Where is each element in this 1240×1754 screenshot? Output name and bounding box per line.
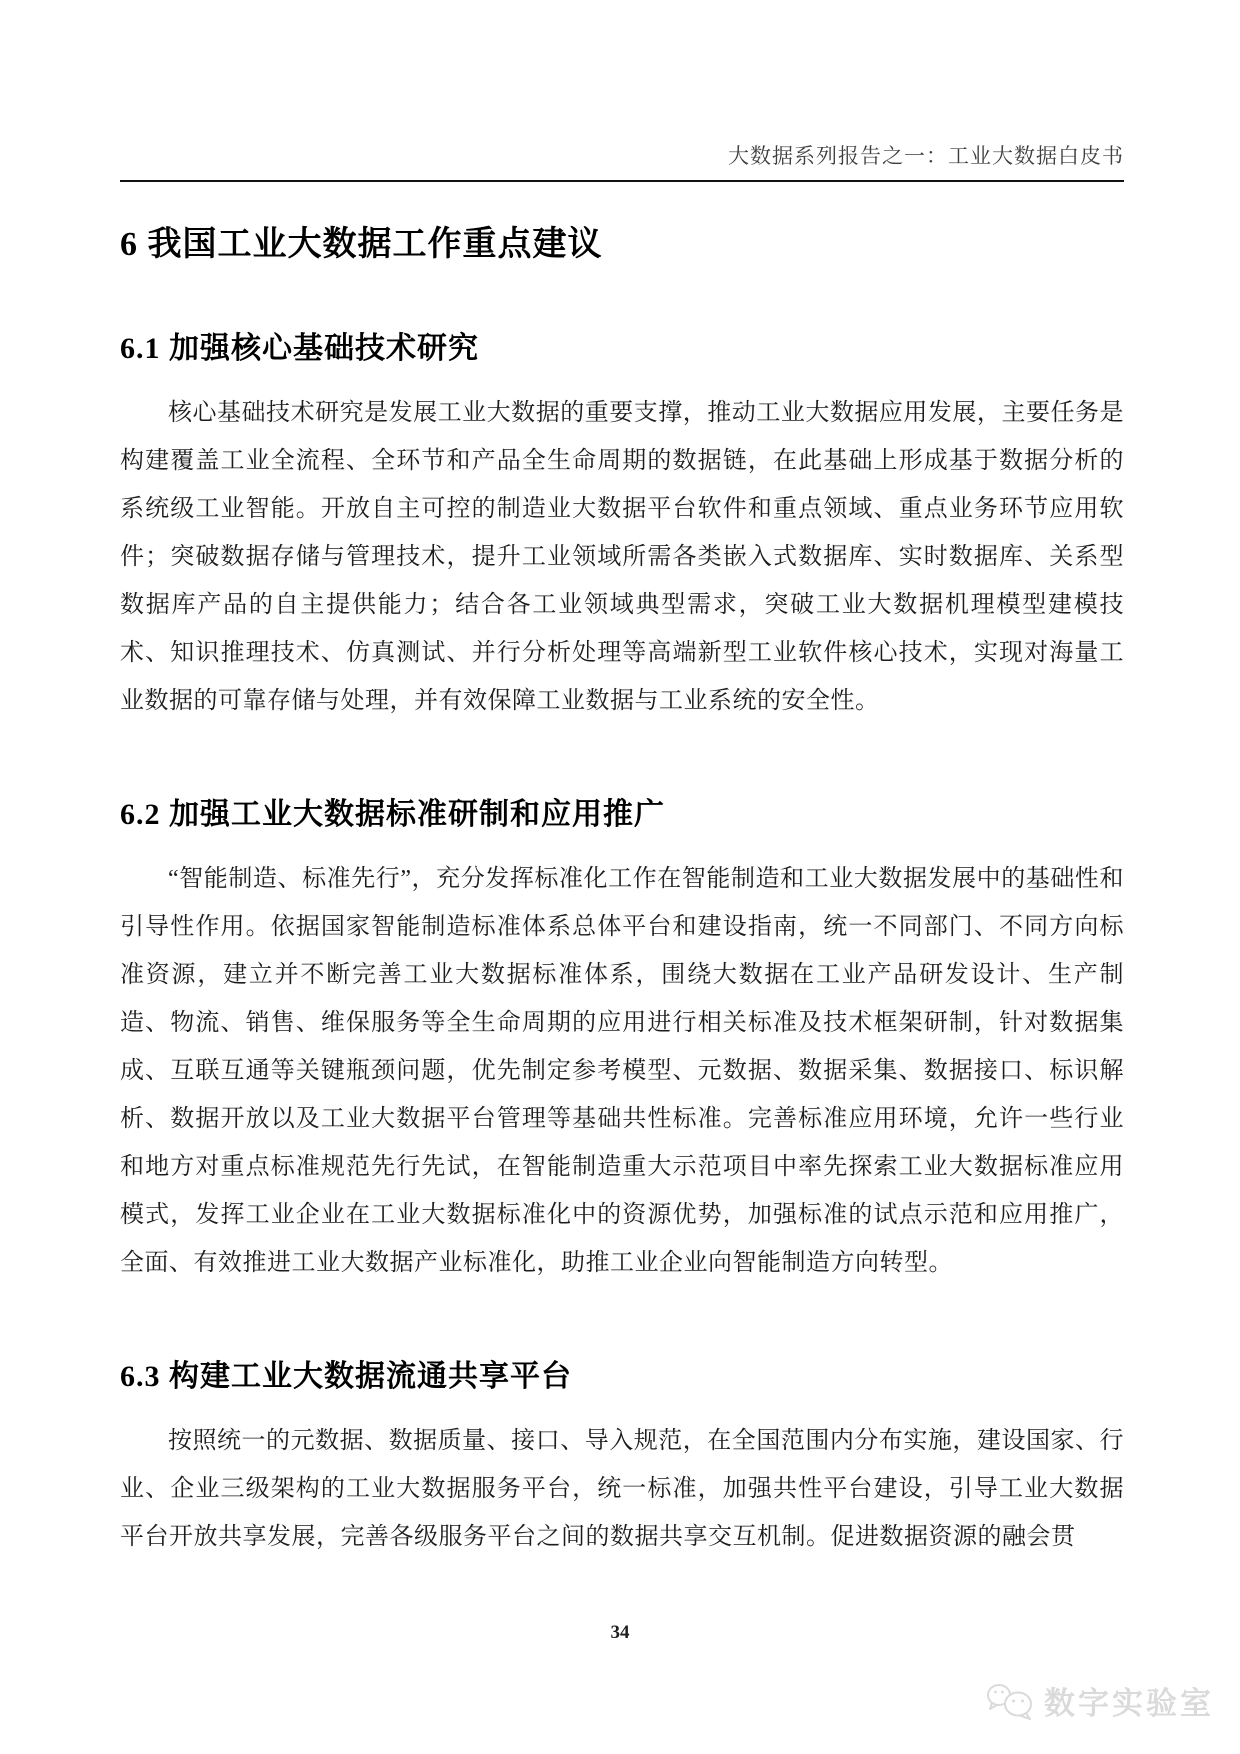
running-header: 大数据系列报告之一：工业大数据白皮书 bbox=[728, 144, 1124, 168]
page-content bbox=[120, 0, 1124, 1561]
section-heading-6-3: 6.3 构建工业大数据流通共享平台 bbox=[120, 1360, 572, 1393]
section-body-6-3: 按照统一的元数据、数据质量、接口、导入规范，在全国范围内分布实施，建设国家、行业、企业三级架构的工业大数据服务平台，统一标准，加强共性平台建设，引导工业大数据平台开放共享发展，完善各级服务平台之间的数据共享交互机制。促进数据资源的融会贯 bbox=[120, 1428, 1124, 1550]
chapter-title: 6 我国工业大数据工作重点建议 bbox=[120, 226, 603, 263]
section-6-3 bbox=[120, 1351, 1124, 1561]
wechat-icon bbox=[986, 1681, 1034, 1721]
watermark-label: 数字实验室 bbox=[1044, 1686, 1214, 1721]
section-heading-6-1: 6.1 加强核心基础技术研究 bbox=[120, 332, 479, 365]
section-heading-6-2: 6.2 加强工业大数据标准研制和应用推广 bbox=[120, 798, 665, 831]
section-body-6-2: “智能制造、标准先行”，充分发挥标准化工作在智能制造和工业大数据发展中的基础性和引导性作用。依据国家智能制造标准体系总体平台和建设指南，统一不同部门、不同方向标准资源，建立并不断完善工业大数据标准体系，围绕大数据在工业产品研发设计、生产制造、物流、销售、维保服务等全生命周期的应用进行相关标准及技术框架研制，针对数据集成、互联互通等关键瓶颈问题，优先制定参考模型、元数据、数据采集、数据接口、标识解析、数据开放以及工业大数据平台管理等基础共性标准。完善标准应用环境，允许一些行业和地方对重点标准规范先行先试，在智能制造重大示范项目中率先探索工业大数据标准应用模式，发挥工业企业在工业大数据标准化中的资源优势，加强标准的试点示范和应用推广，全面、有效推进工业大数据产业标准化，助推工业企业向智能制造方向转型。 bbox=[120, 866, 1124, 1276]
page-number: 34 bbox=[610, 1622, 630, 1643]
section-6-1 bbox=[120, 323, 1124, 725]
section-body-6-1: 核心基础技术研究是发展工业大数据的重要支撑，推动工业大数据应用发展，主要任务是构建覆盖工业全流程、全环节和产品全生命周期的数据链，在此基础上形成基于数据分析的系统级工业智能。开放自主可控的制造业大数据平台软件和重点领域、重点业务环节应用软件；突破数据存储与管理技术，提升工业领域所需各类嵌入式数据库、实时数据库、关系型数据库产品的自主提供能力；结合各工业领域典型需求，突破工业大数据机理模型建模技术、知识推理技术、仿真测试、并行分析处理等高端新型工业软件核心技术，实现对海量工业数据的可靠存储与处理，并有效保障工业数据与工业系统的安全性。 bbox=[120, 400, 1124, 714]
header-rule bbox=[120, 180, 1124, 182]
section-6-2 bbox=[120, 789, 1124, 1287]
watermark bbox=[986, 1678, 1214, 1723]
